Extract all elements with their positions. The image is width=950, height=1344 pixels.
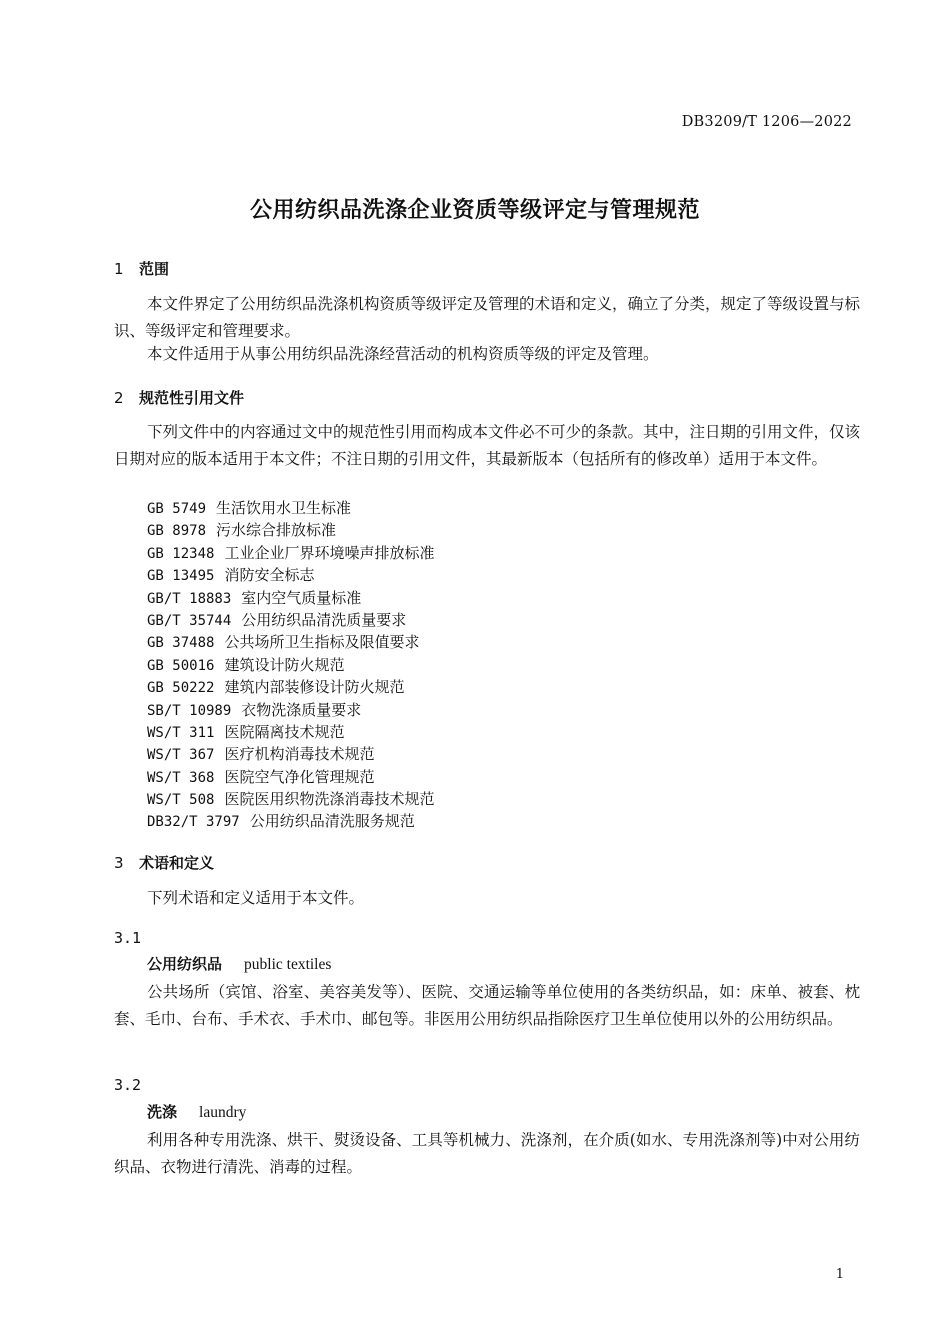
section-heading-terms [114,852,214,873]
reference-name: 消防安全标志 [224,566,315,585]
reference-code: GB 13495 [147,568,215,585]
term-chinese: 公用纺织品 [147,955,223,973]
term-definition: 公共场所（宾馆、浴室、美容美发等）、医院、交通运输等单位使用的各类纺织品，如：床单、被套、枕套、毛巾、台布、手术衣、手术巾、邮包等。非医用公用纺织品指除医疗卫生单位使用以外的公用纺织品。 [114,983,860,1028]
reference-name: 公用纺织品清洗服务规范 [249,812,415,831]
document-code: DB3209/T 1206—2022 [681,114,852,130]
reference-code: GB 12348 [147,545,215,562]
reference-code: GB/T 18883 [147,590,232,607]
reference-name: 建筑内部装修设计防火规范 [224,678,405,697]
page-number: 1 [835,1267,844,1282]
term-chinese: 洗涤 [147,1103,178,1121]
reference-item [147,609,434,631]
reference-item [147,810,434,832]
document-title: 公用纺织品洗涤企业资质等级评定与管理规范 [249,198,700,223]
reference-name: 医院隔离技术规范 [224,722,345,741]
reference-item [147,542,434,564]
reference-item [147,676,434,698]
reference-item [147,654,434,676]
normative-intro-paragraph: 下列文件中的内容通过文中的规范性引用而构成本文件必不可少的条款。其中，注日期的引用文件，仅该日期对应的版本适用于本文件；不注日期的引用文件，其最新版本（包括所有的修改单）适用于本文件。 [114,423,861,468]
terms-intro-paragraph: 下列术语和定义适用于本文件。 [147,889,365,907]
reference-code: GB 8978 [147,523,207,540]
reference-code: WS/T 508 [147,792,215,809]
reference-item [147,631,434,653]
section-number: 1 [114,260,124,278]
term-definition: 利用各种专用洗涤、烘干、熨烫设备、工具等机械力、洗涤剂，在介质(如水、专用洗涤剂等)中对公用纺织品、衣物进行清洗、消毒的过程。 [114,1131,860,1176]
reference-code: GB 5749 [147,501,207,517]
reference-item [147,519,434,541]
reference-name: 工业企业厂界环境噪声排放标准 [224,543,435,562]
scope-paragraph-2: 本文件适用于从事公用纺织品洗涤经营活动的机构资质等级的评定及管理。 [147,345,659,363]
section-number: 3 [114,854,124,872]
term-number: 3.2 [114,1076,142,1094]
reference-name: 衣物洗涤质量要求 [241,700,362,719]
reference-code: WS/T 367 [147,747,215,764]
reference-code: GB 50016 [147,657,215,674]
normative-reference-list [147,497,434,833]
reference-code: SB/T 10989 [147,702,232,719]
section-title: 规范性引用文件 [139,389,245,407]
section-heading-scope [114,258,169,279]
scope-paragraph-1: 本文件界定了公用纺织品洗涤机构资质等级评定及管理的术语和定义，确立了分类，规定了等级设置与标识、等级评定和管理要求。 [114,295,861,340]
reference-name: 医院空气净化管理规范 [224,767,375,786]
reference-item [147,721,434,743]
reference-item [147,564,434,586]
section-number: 2 [114,389,124,407]
term-heading [147,953,331,974]
section-heading-normative [114,387,244,408]
reference-name: 污水综合排放标准 [216,521,337,540]
section-title: 范围 [139,260,170,278]
reference-name: 室内空气质量标准 [241,588,362,607]
reference-code: WS/T 311 [147,724,215,741]
reference-code: DB32/T 3797 [147,814,240,831]
reference-item [147,497,434,519]
term-english: laundry [199,1104,247,1121]
reference-item [147,788,434,810]
reference-code: GB 37488 [147,635,215,652]
reference-name: 公用纺织品清洗质量要求 [241,610,407,629]
reference-code: GB/T 35744 [147,612,232,629]
reference-item [147,766,434,788]
reference-name: 公共场所卫生指标及限值要求 [224,633,420,652]
reference-item [147,587,434,609]
reference-name: 生活饮用水卫生标准 [216,499,352,517]
term-english: public textiles [244,956,332,973]
reference-code: WS/T 368 [147,769,215,786]
reference-name: 医院医用织物洗涤消毒技术规范 [224,790,435,809]
reference-item [147,699,434,721]
reference-code: GB 50222 [147,680,215,697]
reference-name: 建筑设计防火规范 [224,655,345,674]
reference-name: 医疗机构消毒技术规范 [224,745,375,764]
section-title: 术语和定义 [139,854,215,872]
term-number: 3.1 [114,929,142,947]
term-heading [147,1101,246,1122]
reference-item [147,743,434,765]
